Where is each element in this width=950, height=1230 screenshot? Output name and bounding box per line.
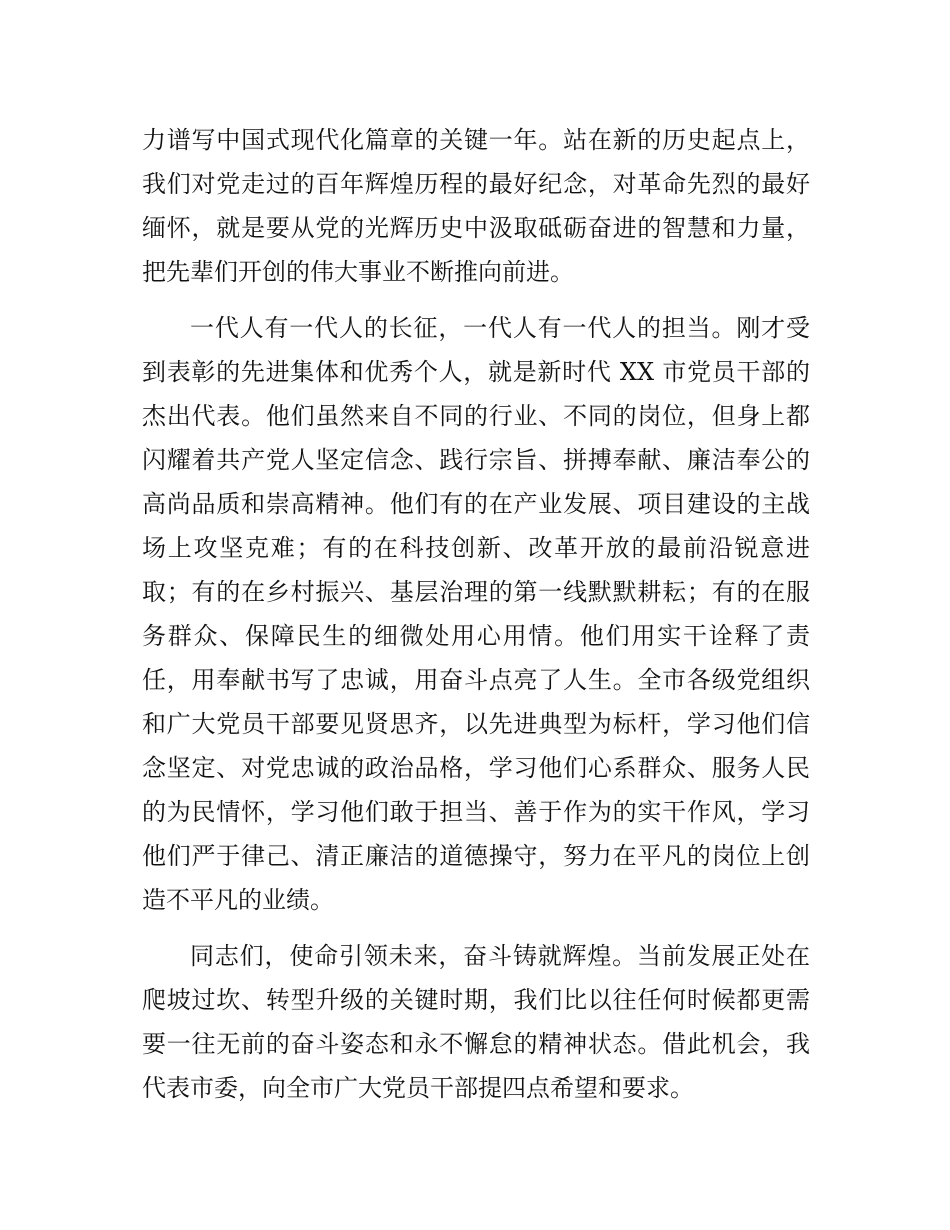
text-line: 场上攻坚克难；有的在科技创新、改革开放的最前沿锐意进 [142,534,810,562]
text-line: 造不平凡的业绩。 [142,886,334,914]
text-line: 任，用奉献书写了忠诚，用奋斗点亮了人生。全市各级党组织 [142,666,810,694]
text-line: 要一往无前的奋斗姿态和永不懈怠的精神状态。借此机会，我 [142,1030,810,1058]
document-body [142,118,810,1122]
text-line: 我们对党走过的百年辉煌历程的最好纪念，对革命先烈的最好 [142,170,810,198]
text-line: 同志们，使命引领未来，奋斗铸就辉煌。当前发展正处在 [190,942,810,970]
paragraph-3 [142,934,810,1110]
text-line: 把先辈们开创的伟大事业不断推向前进。 [142,258,574,286]
text-line: 和广大党员干部要见贤思齐，以先进典型为标杆，学习他们信 [142,710,810,738]
text-line: 务群众、保障民生的细微处用心用情。他们用实干诠释了责 [142,622,810,650]
text-line: 他们严于律己、清正廉洁的道德操守，努力在平凡的岗位上创 [142,842,810,870]
text-line: 代表市委，向全市广大党员干部提四点希望和要求。 [142,1074,694,1102]
paragraph-1 [142,118,810,294]
text-line: 爬坡过坎、转型升级的关键时期，我们比以往任何时候都更需 [142,986,810,1014]
text-line: 到表彰的先进集体和优秀个人，就是新时代 XX 市党员干部的 [142,358,810,386]
text-line: 取；有的在乡村振兴、基层治理的第一线默默耕耘；有的在服 [142,578,810,606]
text-line: 缅怀，就是要从党的光辉历史中汲取砥砺奋进的智慧和力量， [142,214,810,242]
text-line: 闪耀着共产党人坚定信念、践行宗旨、拼搏奉献、廉洁奉公的 [142,446,810,474]
text-line: 的为民情怀，学习他们敢于担当、善于作为的实干作风，学习 [142,798,810,826]
text-line: 力谱写中国式现代化篇章的关键一年。站在新的历史起点上， [142,126,810,154]
paragraph-2 [142,306,810,922]
text-line: 一代人有一代人的长征，一代人有一代人的担当。刚才受 [190,314,810,342]
text-line: 高尚品质和崇高精神。他们有的在产业发展、项目建设的主战 [142,490,810,518]
text-line: 杰出代表。他们虽然来自不同的行业、不同的岗位，但身上都 [142,402,810,430]
text-line: 念坚定、对党忠诚的政治品格，学习他们心系群众、服务人民 [142,754,810,782]
